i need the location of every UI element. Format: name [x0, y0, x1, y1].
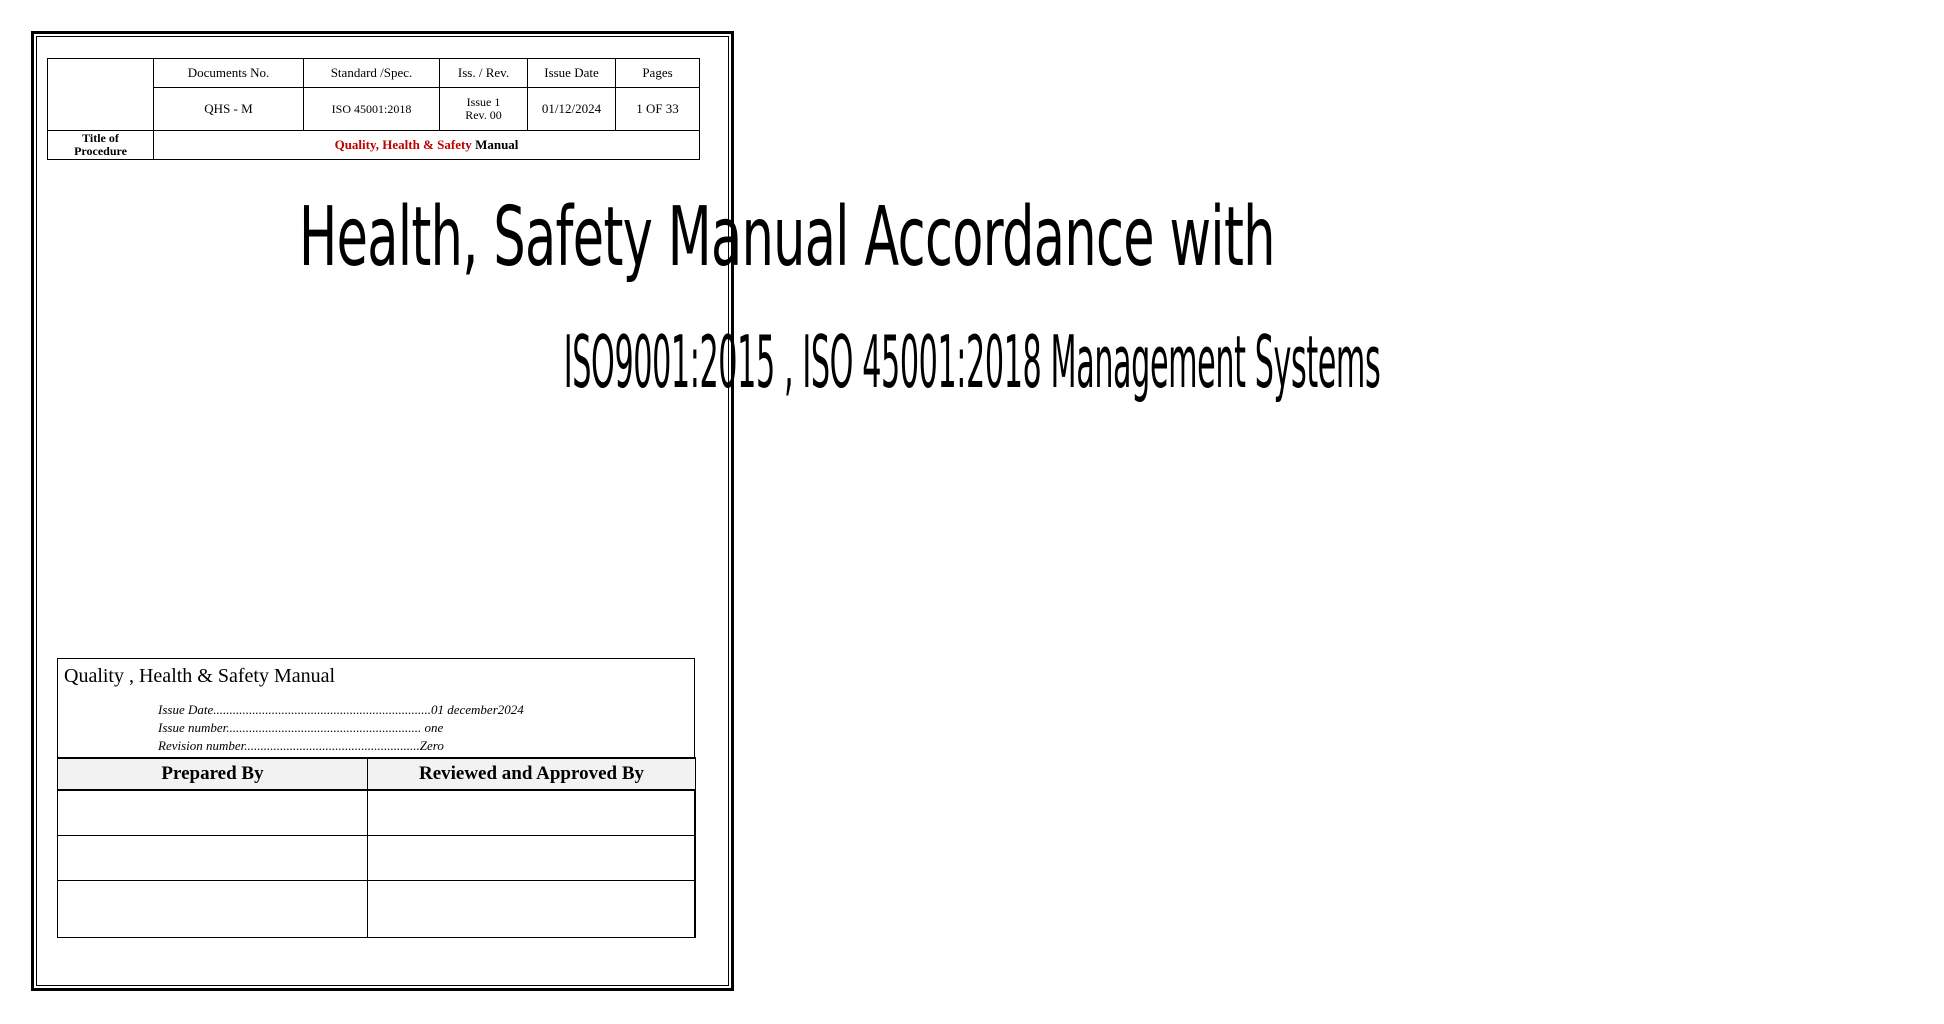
- main-title-line1-text: Health, Safety Manual Accordance with: [299, 190, 1275, 285]
- prepared-by-cell: [58, 881, 368, 938]
- manual-info-lines: [158, 701, 524, 755]
- col-header-iss-rev: Iss. / Rev.: [440, 59, 528, 88]
- prepared-by-header: Prepared By: [58, 758, 368, 790]
- procedure-title-quality-health: Quality, Health &: [334, 137, 438, 152]
- logo-cell: [48, 59, 154, 131]
- main-title-line2-text: ISO9001:2015 , ISO 45001:2018 Management Systems: [563, 320, 1381, 404]
- reviewed-by-cell: [368, 790, 696, 836]
- document-no-value: QHS - M: [154, 88, 304, 131]
- issue-value: Issue 1: [466, 95, 501, 109]
- manual-info-box: [57, 658, 695, 938]
- col-header-standard: Standard /Spec.: [304, 59, 440, 88]
- reviewed-by-cell: [368, 836, 696, 881]
- iss-rev-value: [440, 88, 528, 131]
- title-label-line2: Procedure: [74, 144, 127, 158]
- col-header-documents-no: Documents No.: [154, 59, 304, 88]
- prepared-by-cell: [58, 790, 368, 836]
- procedure-title-safety: Safety: [437, 137, 472, 152]
- rev-value: Rev. 00: [465, 108, 502, 122]
- reviewed-by-header: Reviewed and Approved By: [368, 758, 696, 790]
- col-header-issue-date: Issue Date: [528, 59, 616, 88]
- pages-value: 1 OF 33: [616, 88, 700, 131]
- signature-table: [57, 757, 696, 938]
- prepared-by-cell: [58, 836, 368, 881]
- procedure-title-manual: Manual: [471, 137, 519, 152]
- procedure-title: [154, 131, 700, 160]
- issue-number-line: Issue number............................................................ one: [158, 720, 444, 735]
- issue-date-value: 01/12/2024: [528, 88, 616, 131]
- main-title-line1: [0, 188, 1275, 288]
- title-label: [48, 131, 154, 160]
- standard-value: ISO 45001:2018: [304, 88, 440, 131]
- manual-info-heading: Quality , Health & Safety Manual: [64, 665, 336, 687]
- reviewed-by-cell: [368, 881, 696, 938]
- title-label-line1: Title of: [82, 131, 119, 145]
- document-header-table: [47, 58, 700, 160]
- col-header-pages: Pages: [616, 59, 700, 88]
- revision-number-line: Revision number......................................................Zero: [158, 738, 444, 753]
- issue-date-line: Issue Date...................................................................01 december2024: [158, 702, 524, 717]
- main-title-line2: [0, 320, 1381, 404]
